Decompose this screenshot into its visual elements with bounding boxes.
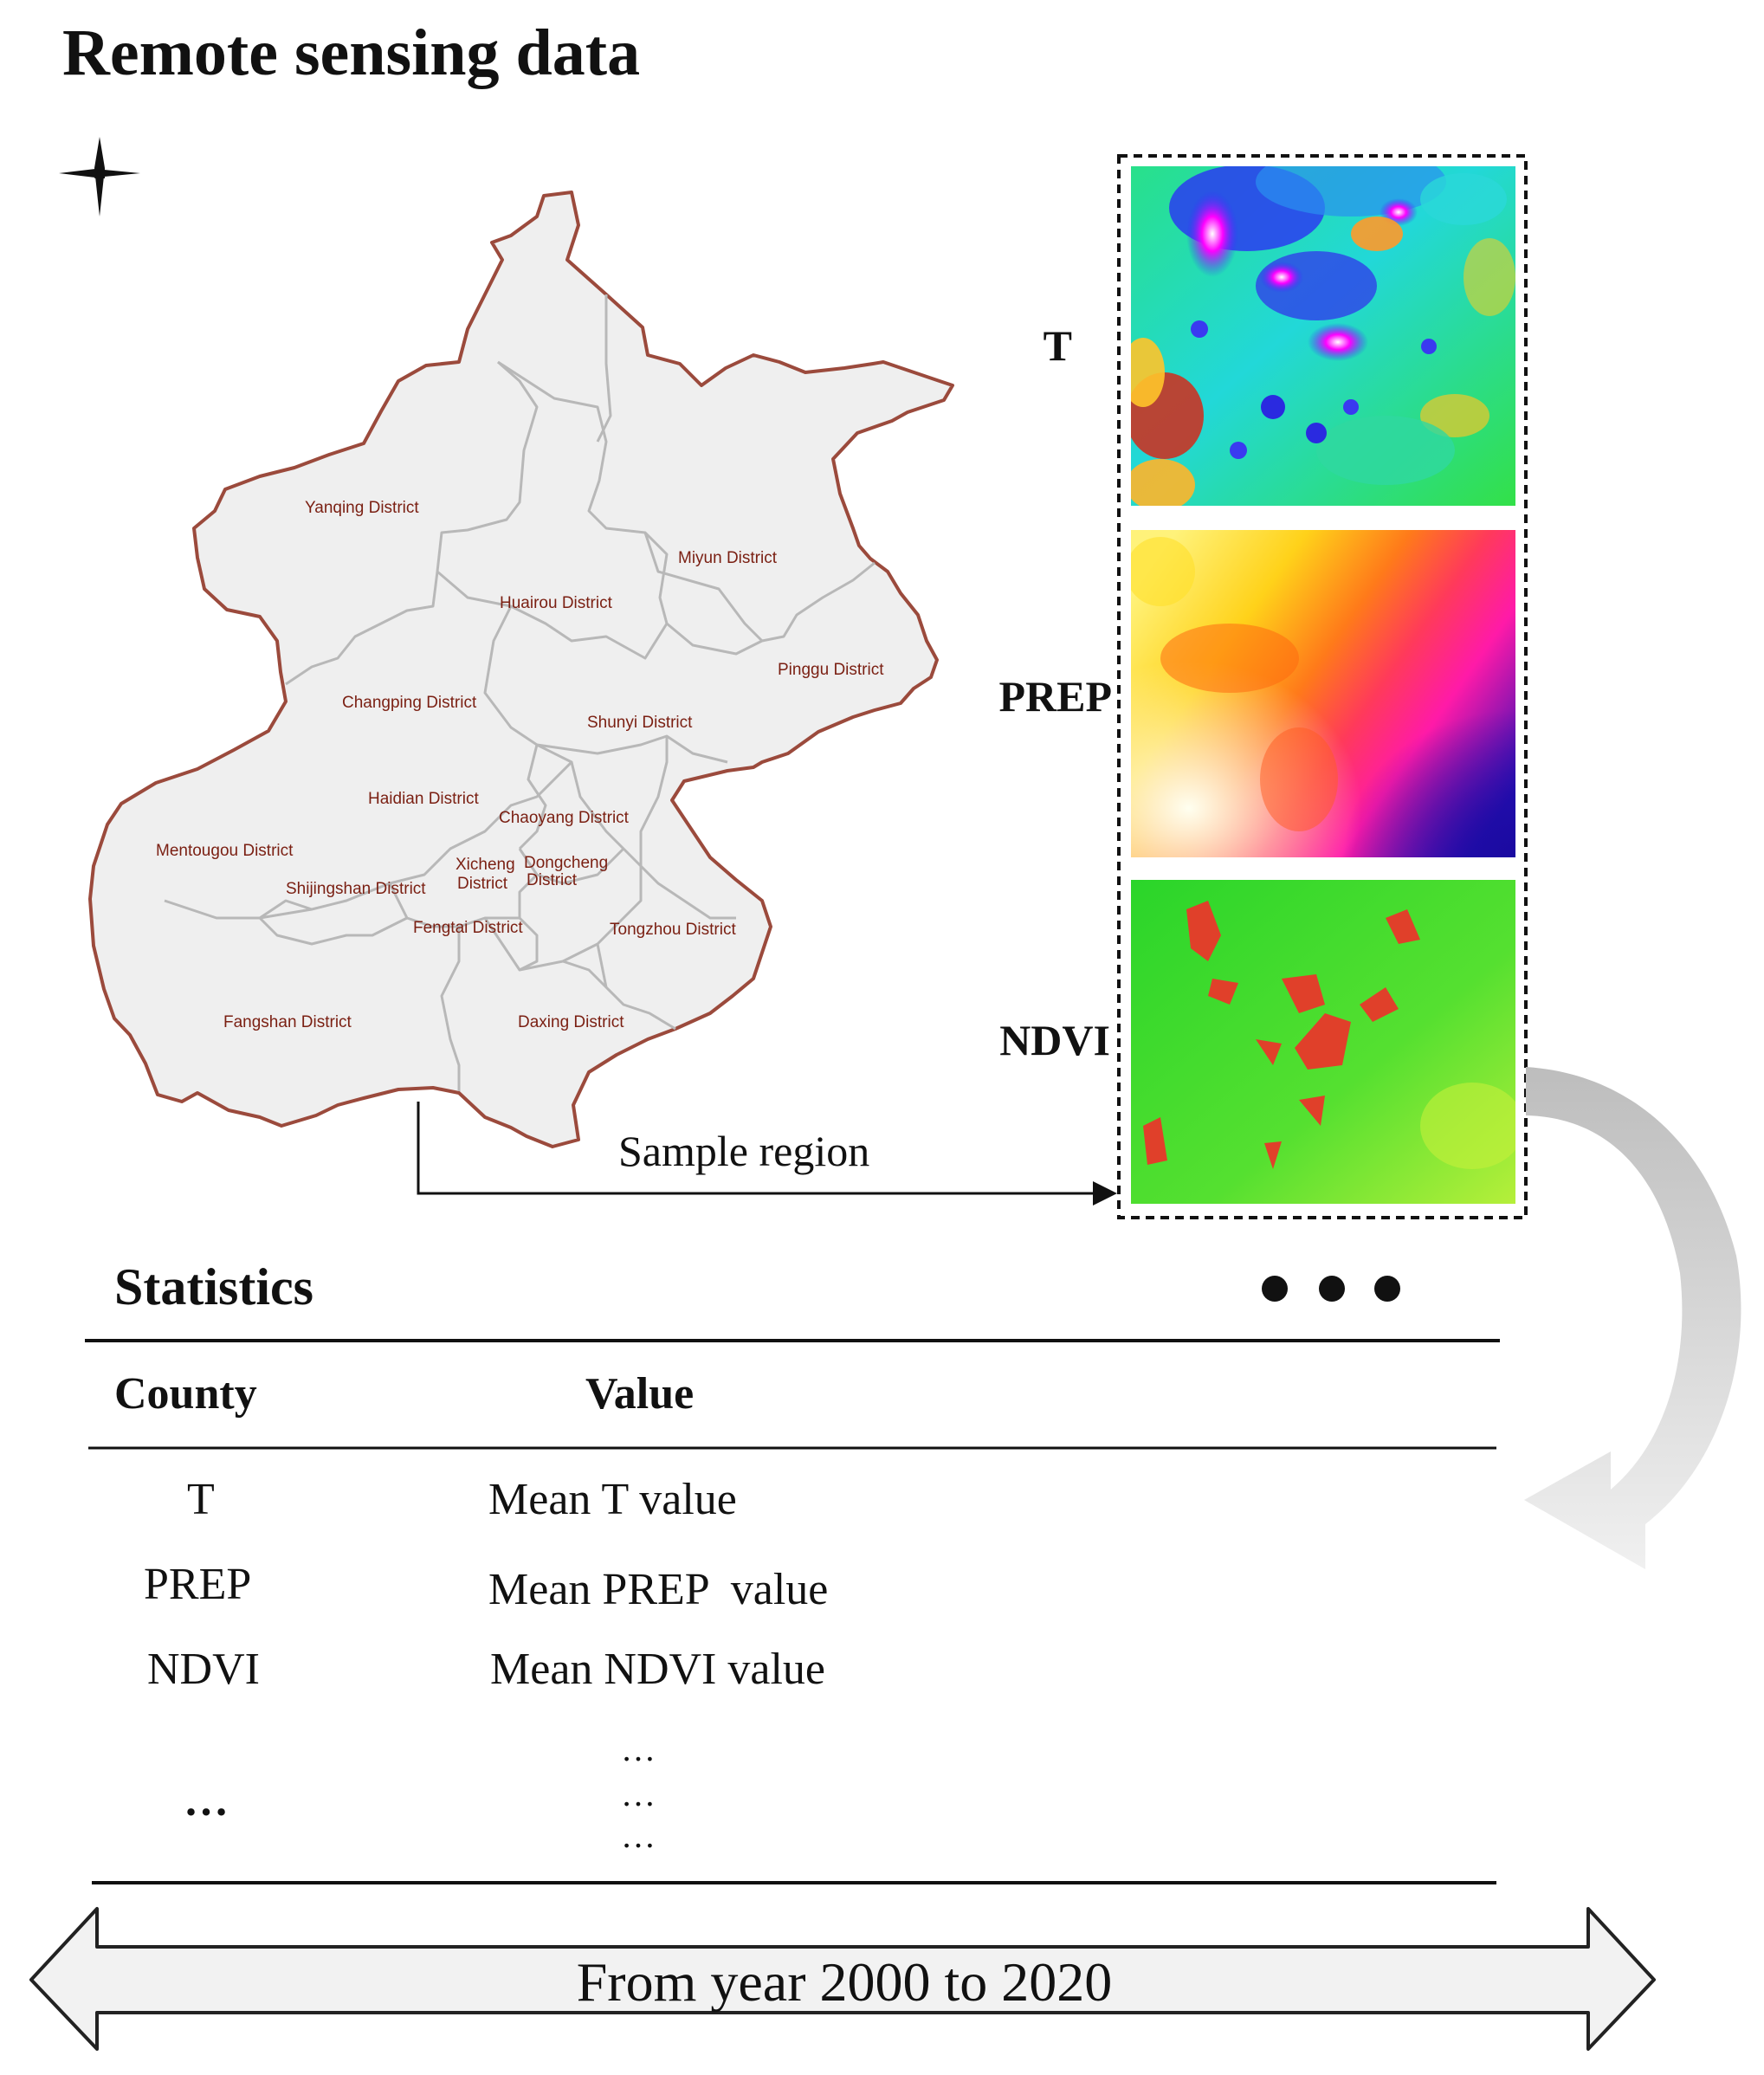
- row-more-value-2: …: [621, 1774, 659, 1813]
- label-chaoyang: Chaoyang District: [499, 809, 629, 827]
- label-dongcheng-district: District: [527, 871, 578, 889]
- row-ndvi-county: NDVI: [147, 1645, 260, 1694]
- timeline-label: From year 2000 to 2020: [576, 1951, 1113, 2013]
- statistics-title: Statistics: [114, 1258, 313, 1315]
- label-dongcheng: Dongcheng: [524, 854, 609, 872]
- label-mentougou: Mentougou District: [156, 842, 294, 860]
- row-more-value-1: …: [621, 1729, 659, 1768]
- sample-region-label: Sample region: [618, 1127, 870, 1175]
- label-xicheng-district: District: [457, 875, 508, 893]
- row-t-county: T: [187, 1475, 215, 1524]
- label-changping: Changping District: [342, 694, 477, 712]
- label-xicheng: Xicheng: [456, 856, 515, 874]
- row-more-county: …: [184, 1776, 229, 1826]
- label-pinggu: Pinggu District: [778, 661, 884, 679]
- more-indicator: [1262, 1276, 1400, 1302]
- row-t-value: Mean T value: [488, 1475, 737, 1524]
- label-yanqing: Yanqing District: [305, 499, 419, 517]
- label-fengtai: Fengtai District: [413, 919, 523, 937]
- curved-arrow: [1524, 1067, 1741, 1569]
- column-header-value: Value: [585, 1369, 695, 1419]
- page-title: Remote sensing data: [62, 16, 641, 89]
- row-prep-county: PREP: [144, 1560, 252, 1609]
- temperature-raster: [1121, 147, 1515, 511]
- raster-label-prep: PREP: [998, 672, 1112, 721]
- precipitation-raster: [1126, 530, 1515, 857]
- column-header-county: County: [114, 1369, 257, 1419]
- label-haidian: Haidian District: [368, 790, 479, 808]
- label-fangshan: Fangshan District: [223, 1013, 352, 1031]
- raster-label-ndvi: NDVI: [999, 1016, 1110, 1064]
- compass-icon: [59, 137, 140, 217]
- ndvi-raster: [1131, 880, 1524, 1204]
- label-shunyi: Shunyi District: [587, 714, 693, 732]
- row-prep-value: Mean PREP value: [488, 1565, 829, 1614]
- label-tongzhou: Tongzhou District: [610, 921, 736, 939]
- label-daxing: Daxing District: [518, 1013, 624, 1031]
- label-shijingshan: Shijingshan District: [286, 880, 426, 898]
- label-huairou: Huairou District: [500, 594, 612, 612]
- row-ndvi-value: Mean NDVI value: [490, 1645, 825, 1694]
- raster-label-t: T: [1043, 321, 1072, 370]
- row-more-value-3: …: [621, 1816, 659, 1855]
- label-miyun: Miyun District: [678, 549, 778, 567]
- beijing-map: [90, 192, 953, 1147]
